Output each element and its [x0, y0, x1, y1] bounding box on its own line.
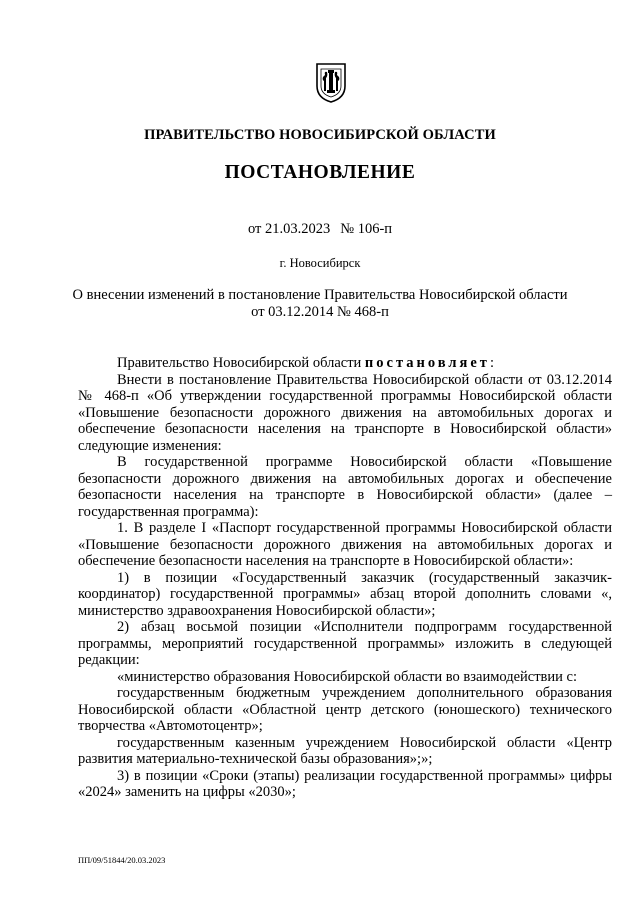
document-type-title: ПОСТАНОВЛЕНИЕ	[224, 162, 416, 183]
document-date: от 21.03.2023	[247, 221, 331, 237]
body-paragraph: 1) в позиции «Государственный заказчик (государственный заказчик-координатор) государственной программы» абзац второй дополнить словами «, министерство здравоохранения Новосибирской области»;	[78, 569, 612, 619]
date-number-line	[0, 221, 640, 238]
subject-line-2: от 03.12.2014 № 468-п	[251, 303, 389, 320]
intro-paragraph	[78, 355, 612, 372]
body-paragraph: 3) в позиции «Сроки (этапы) реализации государственной программы» цифры «2024» заменить на цифры «2030»;	[78, 767, 612, 800]
intro-verb: постановляет	[364, 355, 490, 371]
body-paragraph: В государственной программе Новосибирской области «Повышение безопасности дорожного движения на автомобильных дорогах и обеспечение безопасности населения на транспорте в Новосибирской области» (далее – государственная программа):	[78, 454, 612, 520]
intro-prefix: Правительство Новосибирской области	[117, 355, 362, 371]
city-line: г. Новосибирск	[279, 256, 361, 270]
document-body	[78, 355, 612, 801]
body-paragraph: Внести в постановление Правительства Новосибирской области от 03.12.2014 № 468-п «Об утверждении государственной программы Новосибирской области «Повышение безопасности дорожного движения на автомобильных дорогах и обеспечение безопасности населения на транспорте в Новосибирской области» следующие изменения:	[78, 371, 612, 454]
body-paragraph: «министерство образования Новосибирской области во взаимодействии с:	[117, 668, 578, 685]
body-paragraph: 1. В разделе I «Паспорт государственной программы Новосибирской области «Повышение безопасности дорожного движения на автомобильных дорогах и обеспечение безопасности населения на транспорте в Новосибирской области»:	[78, 520, 612, 569]
subject-line-1: О внесении изменений в постановление Правительства Новосибирской области	[72, 287, 568, 303]
coat-of-arms-emblem	[314, 61, 348, 103]
subject-heading	[0, 287, 640, 320]
footer-document-code: ПП/09/51844/20.03.2023	[78, 855, 166, 865]
body-paragraph: государственным казенным учреждением Новосибирской области «Центр развития материально-технической базы образования»;»;	[78, 734, 612, 767]
body-paragraph: государственным бюджетным учреждением дополнительного образования Новосибирской области «Областной центр детского (юношеского) технического творчества «Автомотоцентр»;	[78, 685, 612, 734]
organization-title: ПРАВИТЕЛЬСТВО НОВОСИБИРСКОЙ ОБЛАСТИ	[144, 127, 496, 143]
body-paragraph: 2) абзац восьмой позиции «Исполнители подпрограмм государственной программы, мероприятий государственной программы» изложить в следующей редакции:	[78, 619, 612, 668]
intro-suffix: :	[489, 355, 494, 371]
document-number: № 106-п	[340, 221, 393, 237]
